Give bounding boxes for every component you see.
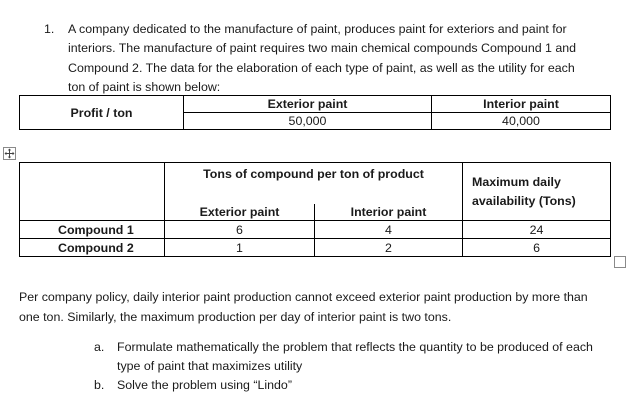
task-text: Formulate mathematically the problem that reflects the quantity to be produced of each type of paint that maximizes utility [117, 340, 593, 373]
subheader-interior: Interior paint [315, 204, 463, 221]
compound-group-header: Tons of compound per ton of product [165, 163, 463, 205]
compound-exterior-value: 1 [165, 239, 315, 257]
task-label: a. [94, 340, 105, 354]
profit-value-exterior: 50,000 [184, 113, 432, 130]
compound-max-value: 6 [463, 239, 611, 257]
policy-paragraph: Per company policy, daily interior paint production cannot exceed exterior paint production by more than one ton. Similarly, the maximum production per day of interior paint is two tons. [19, 290, 588, 324]
table-row [20, 96, 611, 113]
empty-corner-cell [20, 163, 165, 205]
four-arrow-move-icon[interactable] [3, 147, 16, 160]
compound-name: Compound 1 [20, 221, 165, 239]
compound-exterior-value: 6 [165, 221, 315, 239]
task-label: b. [94, 378, 105, 392]
table-row [20, 239, 611, 257]
question-text: A company dedicated to the manufacture of paint, produces paint for exteriors and paint for interiors. The manufacture of paint requires two main chemical compounds Compound 1 and Compound 2. The data for the elaboration of each type of paint, as well as the utility for each ton of paint is shown below: [68, 22, 577, 94]
profit-value-interior: 40,000 [432, 113, 611, 130]
compound-max-value: 24 [463, 221, 611, 239]
availability-header: Maximum daily availability (Tons) [463, 163, 611, 221]
resize-square-icon[interactable] [614, 256, 626, 268]
table-row [20, 163, 611, 205]
subheader-exterior: Exterior paint [165, 204, 315, 221]
profit-table [19, 95, 611, 130]
profit-header-exterior: Exterior paint [184, 96, 432, 113]
compound-interior-value: 4 [315, 221, 463, 239]
compound-interior-value: 2 [315, 239, 463, 257]
table-row [20, 221, 611, 239]
task-text: Solve the problem using “Lindo” [117, 378, 292, 392]
profit-row-label: Profit / ton [20, 96, 184, 130]
empty-corner-cell [20, 204, 165, 221]
compound-name: Compound 2 [20, 239, 165, 257]
compound-table [19, 162, 611, 257]
profit-header-interior: Interior paint [432, 96, 611, 113]
question-number: 1. [44, 22, 55, 36]
